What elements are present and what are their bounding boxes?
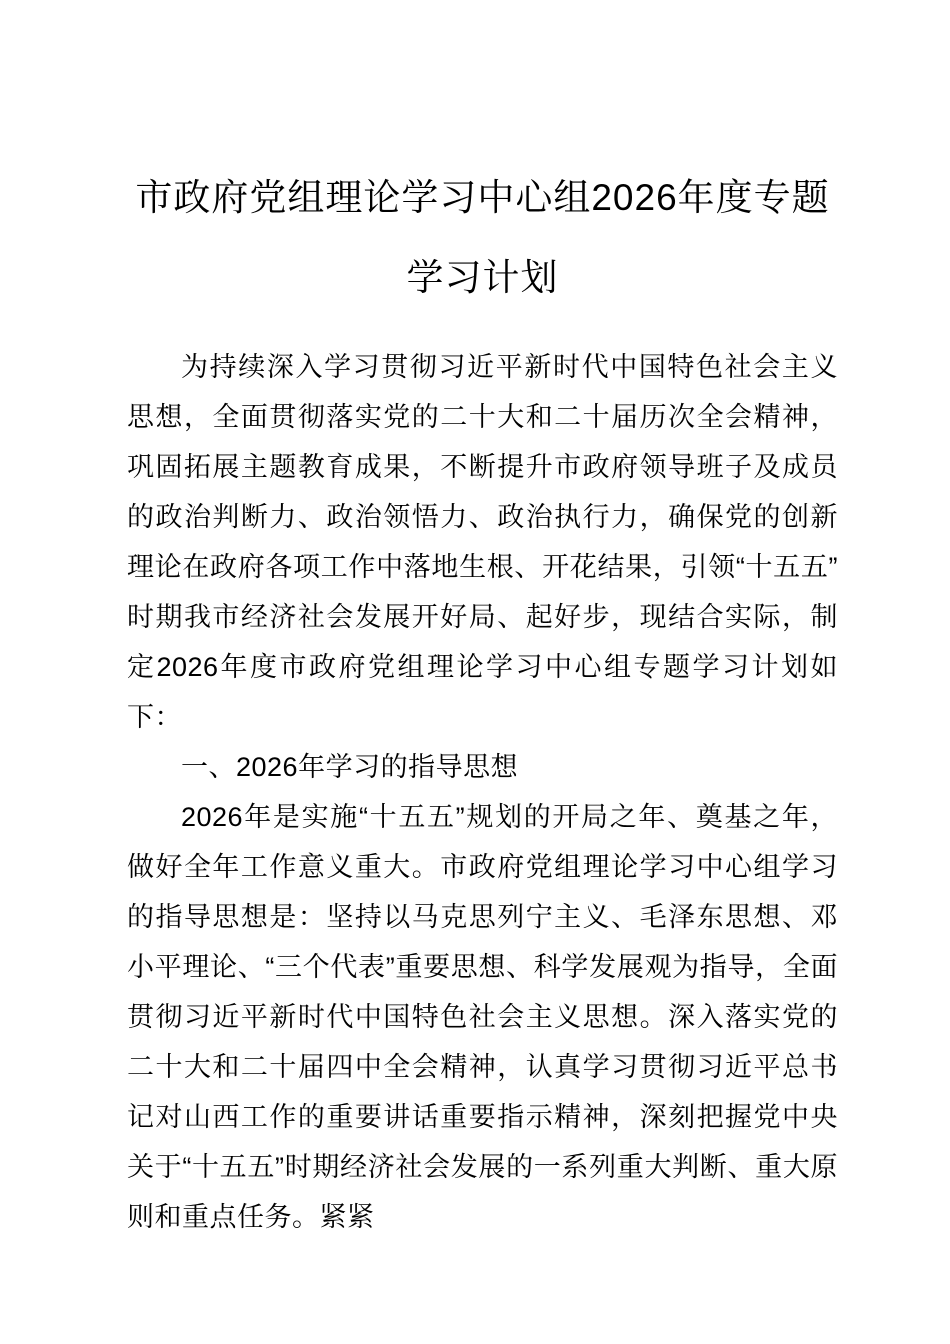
document-title [127,158,838,318]
section-heading: 一、2026年学习的指导思想 [181,752,519,782]
document-title-line-2: 学习计划 [406,257,559,298]
paragraph: 2026年是实施“十五五”规划的开局之年、奠基之年，做好全年工作意义重大。市政府党组理论学习中心组学习的指导思想是：坚持以马克思列宁主义、毛泽东思想、邓小平理论、“三个代表”重要思想、科学发展观为指导，全面贯彻习近平新时代中国特色社会主义思想。深入落实党的二十大和二十届四中全会精神，认真学习贯彻习近平总书记对山西工作的重要讲话重要指示精神，深刻把握党中央关于“十五五”时期经济社会发展的一系列重大判断、重大原则和重点任务。紧紧 [127,802,838,1232]
paragraph: 为持续深入学习贯彻习近平新时代中国特色社会主义思想，全面贯彻落实党的二十大和二十届历次全会精神，巩固拓展主题教育成果，不断提升市政府领导班子及成员的政治判断力、政治领悟力、政治执行力，确保党的创新理论在政府各项工作中落地生根、开花结果，引领“十五五”时期我市经济社会发展开好局、起好步，现结合实际，制定2026年度市政府党组理论学习中心组专题学习计划如下： [127,352,838,732]
document-title-line-1: 市政府党组理论学习中心组2026年度专题 [135,177,830,218]
document-body [127,342,838,1242]
